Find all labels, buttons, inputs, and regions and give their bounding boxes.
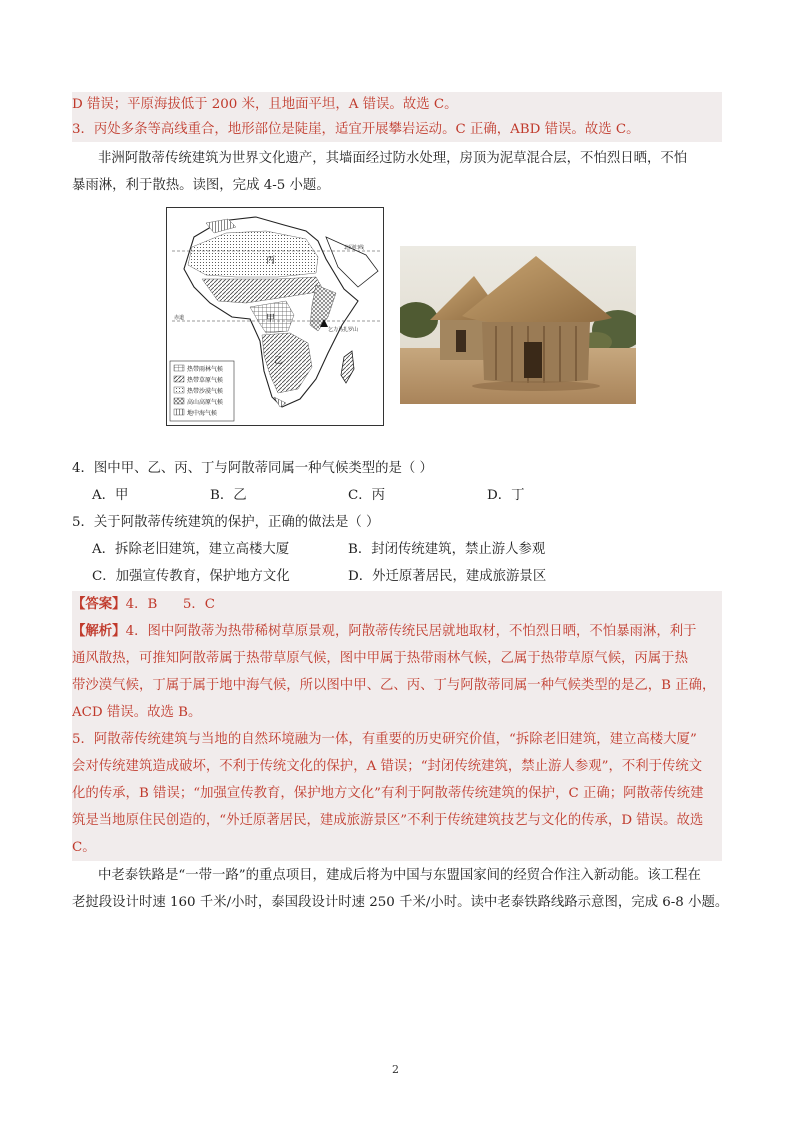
q4-option-b[interactable]: B．乙: [210, 488, 247, 503]
map-label-yi: 乙: [274, 356, 284, 366]
q5-option-c[interactable]: C．加强宣传教育，保护地方文化: [92, 569, 290, 584]
answer-line: 3．丙处多条等高线重合，地形部位是陡崖，适宜开展攀岩运动。C 正确，ABD 错误。故选 C。: [72, 122, 640, 137]
map-label-kilimanjaro: 乞力马扎罗山: [328, 327, 359, 333]
analysis-line: 筑是当地原住民创造的，“外迁原著居民，建成旅游景区”不利于传统建筑技艺与文化的传承，D 错误。故选: [72, 813, 704, 828]
answer-line: D 错误；平原海拔低于 200 米，且地面平坦，A 错误。故选 C。: [72, 97, 458, 112]
legend-label: 高山高原气候: [187, 399, 224, 406]
question-intro-6-8: [72, 862, 729, 916]
legend-label: 热带雨林气候: [187, 366, 224, 373]
analysis-line: 通风散热，可推知阿散蒂属于热带草原气候，图中甲属于热带雨林气候，乙属于热带草原气候，丙属于热: [72, 651, 688, 666]
analysis-line: 带沙漠气候，丁属于属于地中海气候，所以图中甲、乙、丙、丁与阿散蒂同属一种气候类型的是乙，B 正确，: [72, 678, 716, 693]
q5-option-a[interactable]: A．拆除老旧建筑，建立高楼大厦: [92, 542, 290, 557]
q5-option-b[interactable]: B．封闭传统建筑，禁止游人参观: [348, 542, 546, 557]
analysis-tag: 【解析】: [72, 623, 126, 639]
question-intro-4-5: [72, 145, 724, 199]
answer-block-1: [72, 92, 722, 142]
analysis-line: 4．图中阿散蒂为热带稀树草原景观，阿散蒂传统民居就地取材，不怕烈日晒，不怕暴雨淋，利于: [125, 624, 697, 639]
q4-option-a[interactable]: A．甲: [92, 488, 129, 503]
question-5-stem: 5．关于阿散蒂传统建筑的保护，正确的做法是（ ）: [72, 515, 380, 530]
question-4-stem: 4．图中甲、乙、丙、丁与阿散蒂同属一种气候类型的是（ ）: [72, 461, 433, 476]
analysis-line: 5．阿散蒂传统建筑与当地的自然环境融为一体，有重要的历史研究价值，“拆除老旧建筑，建立高楼大厦”: [72, 732, 697, 747]
intro-line: 非洲阿散蒂传统建筑为世界文化遗产，其墙面经过防水处理，房顶为泥草混合层，不怕烈日晒，不怕: [98, 151, 688, 166]
legend-label: 热带草原气候: [187, 377, 224, 384]
ashanti-hut-photo: [400, 246, 636, 404]
intro-line: 中老泰铁路是“一带一路”的重点项目，建成后将为中国与东盟国家间的经贸合作注入新动能。该工程在: [98, 868, 701, 883]
analysis-line: 化的传承，B 错误；“加强宣传教育，保护地方文化”有利于阿散蒂传统建筑的保护，C 正确；阿散蒂传统建: [72, 786, 704, 801]
map-legend: [170, 361, 234, 421]
analysis-line: C。: [72, 840, 96, 855]
intro-line: 老挝段设计时速 160 千米/小时，泰国段设计时速 250 千米/小时。读中老泰铁路线路示意图，完成 6-8 小题。: [72, 895, 729, 910]
page-number: 2: [392, 1063, 399, 1076]
map-label-equator: 赤道: [174, 315, 185, 321]
map-label-tropic: 北回归线: [344, 245, 365, 251]
answer-row: [72, 591, 722, 618]
intro-line: 暴雨淋，利于散热。读图，完成 4-5 小题。: [72, 178, 330, 193]
africa-climate-map: [166, 207, 384, 426]
q4-option-c[interactable]: C．丙: [348, 488, 386, 503]
answer-block-2: [72, 591, 722, 861]
analysis-line: 会对传统建筑造成破坏，不利于传统文化的保护，A 错误；“封闭传统建筑，禁止游人参观”，不利于传统文: [72, 759, 703, 774]
legend-label: 地中海气候: [187, 410, 218, 417]
q5-option-d[interactable]: D．外迁原著居民，建成旅游景区: [348, 569, 547, 584]
answer-text: 4．B 5．C: [125, 597, 216, 612]
answer-tag: 【答案】: [72, 596, 126, 612]
legend-label: 热带沙漠气候: [187, 388, 224, 395]
map-label-jia: 甲: [266, 314, 276, 324]
q4-option-d[interactable]: D．丁: [487, 488, 525, 503]
analysis-row: [72, 618, 722, 645]
map-label-bing: 丙: [266, 256, 276, 266]
analysis-line: ACD 错误。故选 B。: [72, 705, 202, 720]
